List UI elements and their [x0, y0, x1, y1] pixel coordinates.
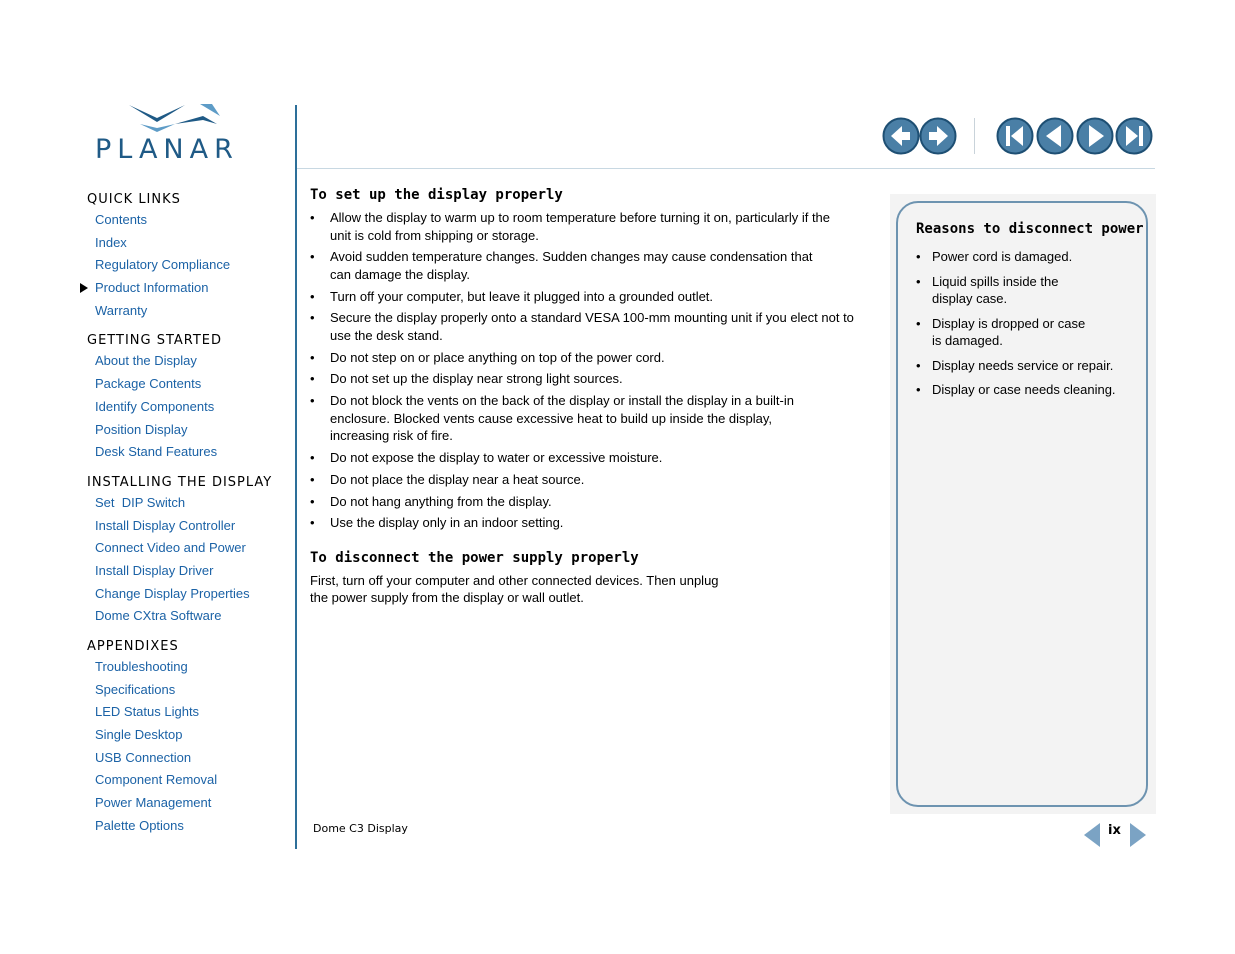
sidebar-link-desk-stand-features[interactable]: Desk Stand Features — [95, 444, 218, 460]
previous-page-icon[interactable] — [1036, 117, 1074, 155]
sidebar-link-product-information[interactable]: Product Information — [87, 277, 292, 300]
list-item: • Liquid spills inside the display case. — [916, 273, 1082, 308]
sidebar-link-install-display-driver[interactable]: Install Display Driver — [95, 562, 214, 578]
sidebar-link-component-removal[interactable]: Component Removal — [95, 772, 218, 788]
next-page-arrow-icon[interactable] — [1129, 822, 1147, 848]
appendixes-title: APPENDIXES — [87, 639, 179, 654]
sidebar-link-change-display-properties[interactable]: Change Display Properties — [95, 585, 250, 601]
sidebar-link-warranty[interactable]: Warranty — [95, 302, 148, 318]
list-item: • Avoid sudden temperature changes. Sudden changes may cause condensation that can damage the display. — [310, 248, 830, 283]
document-title: Dome C3 Display — [313, 822, 408, 835]
sidebar-link-connect-video-power[interactable]: Connect Video and Power — [95, 540, 246, 556]
sidebar-link-contents[interactable]: Contents — [95, 212, 148, 227]
sidebar-link-about-display[interactable]: About the Display — [95, 353, 197, 369]
sidebar-link-troubleshooting[interactable]: Troubleshooting — [95, 659, 188, 674]
reasons-title: Reasons to disconnect power — [916, 221, 1144, 237]
sidebar-link-install-display-controller[interactable]: Install Display Controller — [95, 517, 236, 533]
vertical-divider — [295, 105, 297, 849]
getting-started-group — [87, 331, 292, 463]
sidebar-link-palette-options[interactable]: Palette Options — [95, 817, 184, 833]
sidebar-link-regulatory-compliance[interactable]: Regulatory Compliance — [95, 257, 231, 273]
first-page-icon[interactable] — [996, 117, 1034, 155]
sidebar-link-set-dip-switch[interactable]: Set DIP Switch — [95, 494, 186, 510]
list-item: • Do not step on or place anything on top of the power cord. — [310, 349, 860, 367]
previous-page-arrow-icon[interactable] — [1083, 822, 1101, 848]
sidebar-link-dome-cxtra-software[interactable]: Dome CXtra Software — [95, 608, 222, 624]
list-item: • Do not set up the display near strong light sources. — [310, 370, 860, 388]
sidebar-nav — [87, 190, 292, 847]
sidebar-link-single-desktop[interactable]: Single Desktop — [95, 727, 183, 743]
quick-links-title: QUICK LINKS — [87, 192, 181, 207]
list-item: • Power cord is damaged. — [916, 248, 1136, 266]
last-page-icon[interactable] — [1115, 117, 1153, 155]
list-item: • Do not hang anything from the display. — [310, 493, 860, 511]
list-item: • Use the display only in an indoor setting. — [310, 514, 860, 532]
list-item: • Do not expose the display to water or excessive moisture. — [310, 449, 860, 467]
forward-arrow-icon[interactable] — [919, 117, 957, 155]
installing-title: INSTALLING THE DISPLAY — [87, 474, 273, 490]
installing-group — [87, 473, 292, 628]
setup-bullet-list — [310, 209, 860, 532]
appendixes-group — [87, 637, 292, 838]
setup-heading: To set up the display properly — [310, 187, 563, 203]
sidebar-link-led-status-lights[interactable]: LED Status Lights — [95, 704, 200, 720]
sidebar-link-position-display[interactable]: Position Display — [95, 421, 188, 437]
list-item: • Display or case needs cleaning. — [916, 381, 1136, 399]
planar-logo — [95, 102, 260, 166]
reasons-box — [896, 201, 1148, 807]
list-item: • Display is dropped or case is damaged. — [916, 315, 1097, 350]
list-item: • Allow the display to warm up to room temperature before turning it on, particularly if the unit is cold from shipping or storage. — [310, 209, 840, 244]
list-item: • Do not block the vents on the back of the display or install the display in a built-in enclosure. Blocked vents cause excessive heat to build up inside the display, increasing risk of fire. — [310, 392, 805, 445]
list-item: • Do not place the display near a heat source. — [310, 471, 860, 489]
next-page-icon[interactable] — [1076, 117, 1114, 155]
main-content — [310, 187, 860, 607]
disconnect-heading: To disconnect the power supply properly — [310, 549, 639, 566]
sidebar-link-identify-components[interactable]: Identify Components — [95, 398, 215, 414]
sidebar-link-power-management[interactable]: Power Management — [95, 795, 212, 811]
sidebar-link-usb-connection[interactable]: USB Connection — [95, 749, 192, 765]
reasons-list — [916, 248, 1136, 406]
sidebar-link-package-contents[interactable]: Package Contents — [95, 376, 202, 392]
header-rule — [297, 168, 1155, 169]
list-item: • Secure the display properly onto a standard VESA 100-mm mounting unit if you elect not to use the desk stand. — [310, 309, 860, 344]
planar-logo-text: PLANAR — [95, 134, 239, 165]
planar-logo-mark — [95, 102, 260, 136]
sidebar-link-index[interactable]: Index — [95, 234, 127, 250]
page-number: ix — [1108, 823, 1121, 838]
getting-started-title: GETTING STARTED — [87, 333, 223, 349]
sidebar-link-specifications[interactable]: Specifications — [95, 681, 176, 697]
quick-links-group — [87, 190, 292, 322]
back-arrow-icon[interactable] — [882, 117, 920, 155]
list-item: • Turn off your computer, but leave it plugged into a grounded outlet. — [310, 288, 860, 306]
list-item: • Display needs service or repair. — [916, 357, 1136, 375]
disconnect-text: First, turn off your computer and other connected devices. Then unplug the power supply from the display or wall outlet. — [310, 572, 719, 606]
nav-separator — [974, 118, 975, 154]
